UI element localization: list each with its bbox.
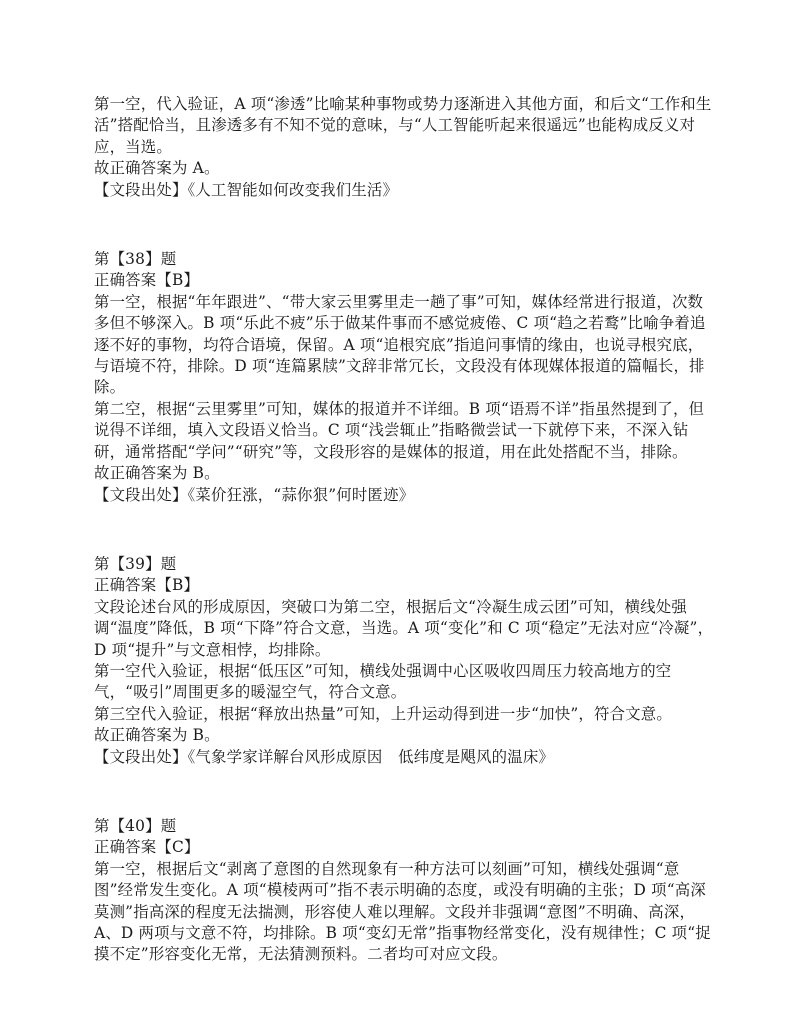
question-39 bbox=[94, 554, 716, 768]
source-citation: 【文段出处】《人工智能如何改变我们生活》 bbox=[94, 180, 399, 199]
explanation-paragraph: 第一空代入验证，根据“低压区”可知，横线处强调中心区吸收四周压力较高地方的空气，“吸引”周围更多的暖湿空气，符合文意。 bbox=[94, 661, 672, 702]
correct-answer: 正确答案【C】 bbox=[94, 838, 200, 857]
answer-summary: 故正确答案为 B。 bbox=[94, 464, 220, 483]
question-heading: 第【40】题 bbox=[94, 816, 177, 835]
explanation-paragraph: 第一空，根据“年年跟进”、“带大家云里雾里走一趟了事”可知，媒体经常进行报道，次数多但不够深入。B 项“乐此不疲”乐于做某件事而不感觉疲倦、C 项“趋之若鹜”比喻争着追逐不好的事物，均符合语境，保留。A 项“追根究底”指追问事情的缘由，也说寻根究底，与语境不符，排除。D 项“连篇累牍”文辞非常冗长，文段没有体现媒体报道的篇幅长，排除。 bbox=[94, 292, 706, 397]
answer-summary: 故正确答案为 B。 bbox=[94, 726, 220, 745]
question-38 bbox=[94, 249, 716, 506]
question-heading: 第【38】题 bbox=[94, 250, 177, 269]
explanation-paragraph: 文段论述台风的形成原因，突破口为第二空，根据后文“冷凝生成云团”可知，横线处强调“温度”降低，B 项“下降”符合文意，当选。A 项“变化”和 C 项“稳定”无法对应“冷凝”，D 项“提升”与文意相悖，均排除。 bbox=[94, 597, 714, 659]
correct-answer: 正确答案【B】 bbox=[94, 576, 200, 595]
question-40 bbox=[94, 816, 716, 966]
explanation-paragraph: 第一空，根据后文“剥离了意图的自然现象有一种方法可以刻画”可知，横线处强调“意图”经常发生变化。A 项“模棱两可”指不表示明确的态度，或没有明确的主张；D 项“高深莫测”指高深的程度无法揣测，形容使人难以理解。文段并非强调“意图”不明确、高深，A、D 两项与文意不符，均排除。B 项“变幻无常”指事物经常变化，没有规律性；C 项“捉摸不定”形容变化无常，无法猜测预料。二者均可对应文段。 bbox=[94, 859, 711, 964]
answer-summary: 故正确答案为 A。 bbox=[94, 159, 220, 178]
correct-answer: 正确答案【B】 bbox=[94, 271, 200, 290]
explanation-paragraph: 第二空，根据“云里雾里”可知，媒体的报道并不详细。B 项“语焉不详”指虽然提到了，但说得不详细，填入文段语义恰当。C 项“浅尝辄止”指略微尝试一下就停下来，不深入钻研，通常搭配“学问”“研究”等，文段形容的是媒体的报道，用在此处搭配不当，排除。 bbox=[94, 399, 705, 461]
source-citation: 【文段出处】《气象学家详解台风形成原因 低纬度是飓风的温床》 bbox=[94, 747, 555, 766]
question-heading: 第【39】题 bbox=[94, 554, 177, 573]
question-37-tail bbox=[94, 94, 716, 201]
explanation-paragraph: 第一空，代入验证，A 项“渗透”比喻某种事物或势力逐渐进入其他方面，和后文“工作和生活”搭配恰当，且渗透多有不知不觉的意味，与“人工智能听起来很遥远”也能构成反义对应，当选。 bbox=[94, 95, 712, 156]
source-citation: 【文段出处】《菜价狂涨，“蒜你狠”何时匿迹》 bbox=[94, 485, 415, 504]
document-page bbox=[94, 94, 716, 966]
explanation-paragraph: 第三空代入验证，根据“释放出热量”可知，上升运动得到进一步“加快”，符合文意。 bbox=[94, 704, 672, 723]
